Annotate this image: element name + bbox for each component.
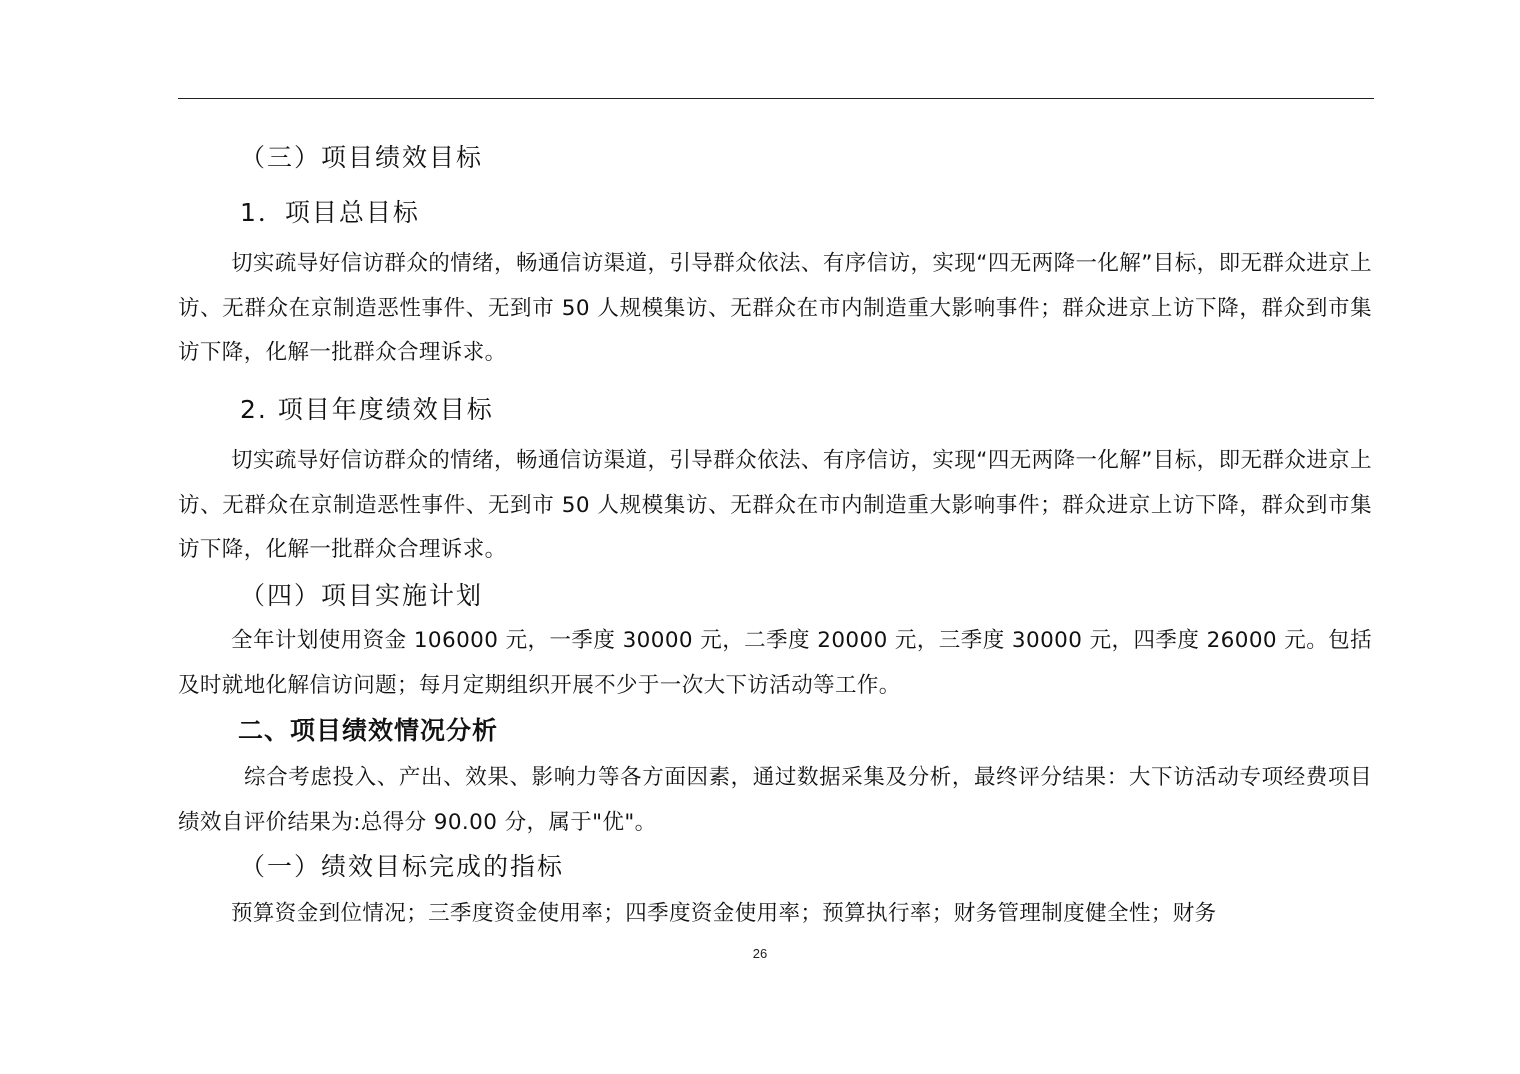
heading-project-performance-goals: （三）项目绩效目标 bbox=[240, 143, 484, 172]
heading-project-total-goal: 1．项目总目标 bbox=[240, 198, 420, 227]
heading-annual-performance-goal: 2. 项目年度绩效目标 bbox=[240, 395, 494, 424]
heading-implementation-plan: （四）项目实施计划 bbox=[240, 581, 484, 610]
page-number: 26 bbox=[752, 946, 768, 961]
paragraph-indicators: 预算资金到位情况；三季度资金使用率；四季度资金使用率；预算执行率；财务管理制度健全性；财务 bbox=[231, 901, 1217, 926]
paragraph-performance-analysis: 综合考虑投入、产出、效果、影响力等各方面因素，通过数据采集及分析，最终评分结果：大下访活动专项经费项目绩效自评价结果为:总得分 90.00 分，属于"优"。 bbox=[178, 765, 1372, 835]
paragraph-annual-goal: 切实疏导好信访群众的情绪，畅通信访渠道，引导群众依法、有序信访，实现“四无两降一化解”目标，即无群众进京上访、无群众在京制造恶性事件、无到市 50 人规模集访、无群众在市内制造重大影响事件；群众进京上访下降，群众到市集访下降，化解一批群众合理诉求。 bbox=[178, 448, 1372, 562]
header-rule bbox=[178, 98, 1374, 99]
paragraph-total-goal: 切实疏导好信访群众的情绪，畅通信访渠道，引导群众依法、有序信访，实现“四无两降一化解”目标，即无群众进京上访、无群众在京制造恶性事件、无到市 50 人规模集访、无群众在市内制造重大影响事件；群众进京上访下降，群众到市集访下降，化解一批群众合理诉求。 bbox=[178, 251, 1372, 365]
paragraph-implementation-plan: 全年计划使用资金 106000 元，一季度 30000 元，二季度 20000 元，三季度 30000 元，四季度 26000 元。包括及时就地化解信访问题；每月定期组织开展不少于一次大下访活动等工作。 bbox=[178, 628, 1372, 698]
heading-completed-indicators: （一）绩效目标完成的指标 bbox=[240, 852, 565, 881]
heading-performance-analysis: 二、项目绩效情况分析 bbox=[238, 716, 499, 745]
